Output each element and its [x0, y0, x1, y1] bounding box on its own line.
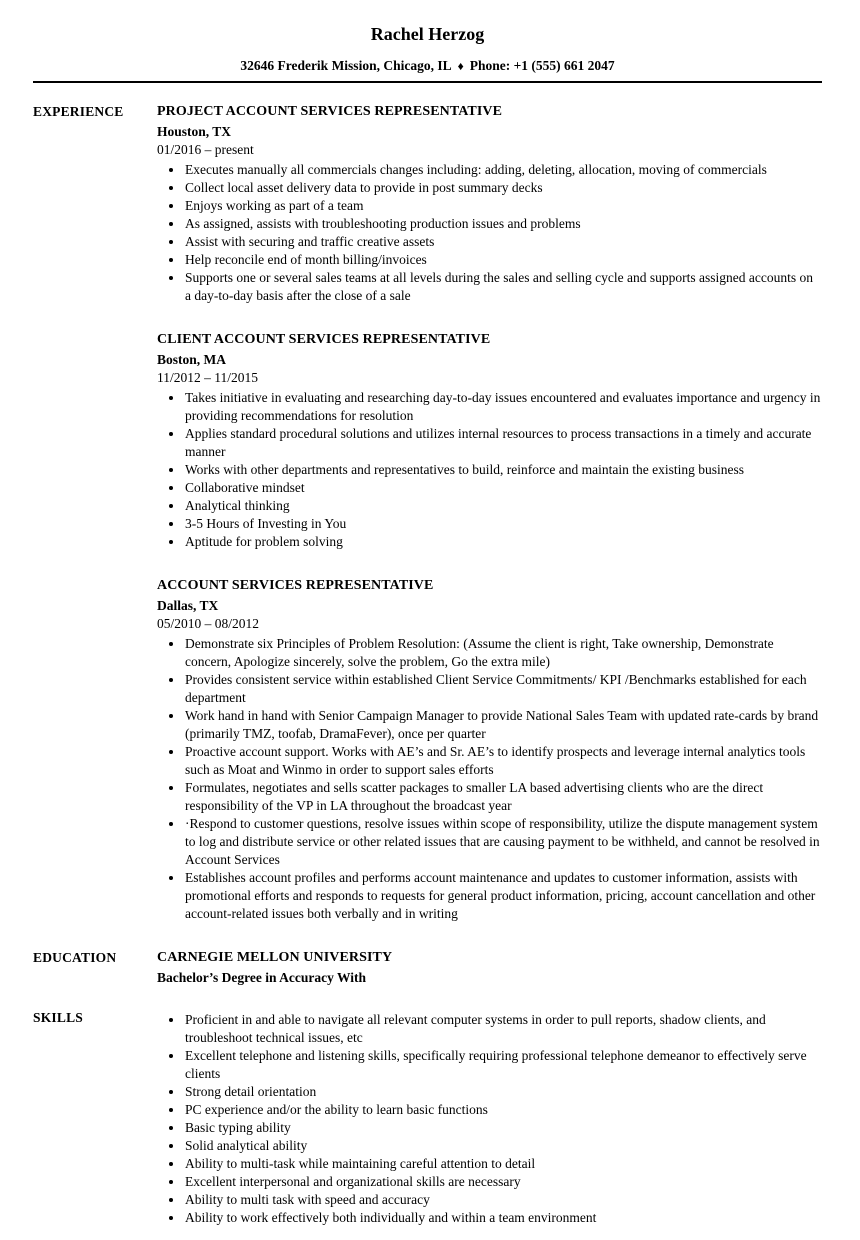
section-label-experience: EXPERIENCE [33, 104, 124, 119]
bullet-item: • Formulates, negotiates and sells scatter packages to smaller LA based advertising clients who are the direct responsibility of the VP in LA throughout the broadcast year [184, 779, 822, 815]
bullet-item: • Assist with securing and traffic creative assets [184, 233, 822, 251]
bullet-item: • Establishes account profiles and performs account maintenance and updates to customer information, assists with promotional efforts and responds to requests for general product information, pricing, account cancellation and other account-related issues both verbally and in writing [184, 869, 822, 923]
resume-header [33, 24, 822, 75]
phone-text: Phone: +1 (555) 661 2047 [469, 58, 615, 73]
address-text: 32646 Frederik Mission, Chicago, IL [240, 58, 452, 73]
bullet-item: • Demonstrate six Principles of Problem Resolution: (Assume the client is right, Take ownership, Demonstrate concern, Apologize sincerely, solve the problem, Go the extra mile) [184, 635, 822, 671]
person-name: Rachel Herzog [370, 24, 485, 44]
degree-name: Bachelor’s Degree in Accuracy With [157, 970, 366, 985]
contact-line [33, 57, 822, 75]
bullet-item: • Executes manually all commercials changes including: adding, deleting, allocation, moving of commercials [184, 161, 822, 179]
bullet-item: • Collaborative mindset [184, 479, 822, 497]
bullet-item: • Solid analytical ability [184, 1137, 822, 1155]
bullet-item: • Analytical thinking [184, 497, 822, 515]
section-label-education: EDUCATION [33, 950, 117, 965]
job-title: CLIENT ACCOUNT SERVICES REPRESENTATIVE [157, 332, 491, 347]
bullet-item: • Proficient in and able to navigate all relevant computer systems in order to pull reports, shadow clients, and troubleshoot technical issues, etc [184, 1011, 822, 1047]
job-dates: 01/2016 – present [157, 142, 254, 157]
job-title: ACCOUNT SERVICES REPRESENTATIVE [157, 578, 434, 593]
bullet-item: • Basic typing ability [184, 1119, 822, 1137]
bullet-item: • Excellent interpersonal and organizational skills are necessary [184, 1173, 822, 1191]
bullet-item: • Excellent telephone and listening skills, specifically requiring professional telephone demeanor to effectively serve clients [184, 1047, 822, 1083]
bullet-item: • PC experience and/or the ability to learn basic functions [184, 1101, 822, 1119]
education-content [157, 949, 822, 987]
bullet-item: • Help reconcile end of month billing/invoices [184, 251, 822, 269]
diamond-icon: ♦ [457, 59, 464, 73]
bullet-item: • Enjoys working as part of a team [184, 197, 822, 215]
skills-bullet-list [157, 1011, 822, 1227]
education-section [33, 949, 822, 987]
job-location: Boston, MA [157, 352, 227, 367]
bullet-item: • Takes initiative in evaluating and researching day-to-day issues encountered and evaluates importance and urgency in providing recommendations for resolution [184, 389, 822, 425]
skills-content [157, 1009, 822, 1227]
bullet-item: • Aptitude for problem solving [184, 533, 822, 551]
bullet-item: • Work hand in hand with Senior Campaign Manager to provide National Sales Team with updated rate-cards by brand (primarily TMZ, toofab, DramaFever), once per quarter [184, 707, 822, 743]
skills-section [33, 1009, 822, 1227]
job-bullet-list [157, 389, 822, 551]
bullet-item: • Provides consistent service within established Client Service Commitments/ KPI /Benchmarks established for each department [184, 671, 822, 707]
bullet-item: • ·Respond to customer questions, resolve issues within scope of responsibility, utilize the dispute management system to log and distribute service or other related issues that are causing payment to be withheld, and cannot be resolved in Account Services [184, 815, 822, 869]
bullet-item: • Strong detail orientation [184, 1083, 822, 1101]
section-label-skills: SKILLS [33, 1010, 83, 1025]
bullet-item: • Ability to work effectively both individually and within a team environment [184, 1209, 822, 1227]
bullet-item: • Ability to multi task with speed and accuracy [184, 1191, 822, 1209]
bullet-item: • Ability to multi-task while maintaining careful attention to detail [184, 1155, 822, 1173]
job-location: Dallas, TX [157, 598, 219, 613]
job-bullet-list [157, 635, 822, 923]
bullet-item: • Applies standard procedural solutions and utilizes internal resources to process transactions in a timely and accurate manner [184, 425, 822, 461]
header-divider [33, 81, 822, 83]
job-dates: 11/2012 – 11/2015 [157, 370, 258, 385]
bullet-item: • As assigned, assists with troubleshooting production issues and problems [184, 215, 822, 233]
bullet-item: • Supports one or several sales teams at all levels during the sales and selling cycle and supports assigned accounts on a day-to-day basis after the close of a sale [184, 269, 822, 305]
experience-section [33, 103, 822, 923]
school-name: CARNEGIE MELLON UNIVERSITY [157, 950, 393, 965]
bullet-item: • Works with other departments and representatives to build, reinforce and maintain the existing business [184, 461, 822, 479]
bullet-item: • Proactive account support. Works with AE’s and Sr. AE’s to identify prospects and leverage internal analytics tools such as Moat and Winmo in order to support sales efforts [184, 743, 822, 779]
bullet-item: • Collect local asset delivery data to provide in post summary decks [184, 179, 822, 197]
job-entry-2 [157, 331, 822, 551]
job-dates: 05/2010 – 08/2012 [157, 616, 260, 631]
job-bullet-list [157, 161, 822, 305]
bullet-item: • 3-5 Hours of Investing in You [184, 515, 822, 533]
job-title: PROJECT ACCOUNT SERVICES REPRESENTATIVE [157, 104, 503, 119]
job-location: Houston, TX [157, 124, 232, 139]
job-entry-3 [157, 577, 822, 923]
experience-content [157, 103, 822, 923]
job-entry-1 [157, 103, 822, 305]
